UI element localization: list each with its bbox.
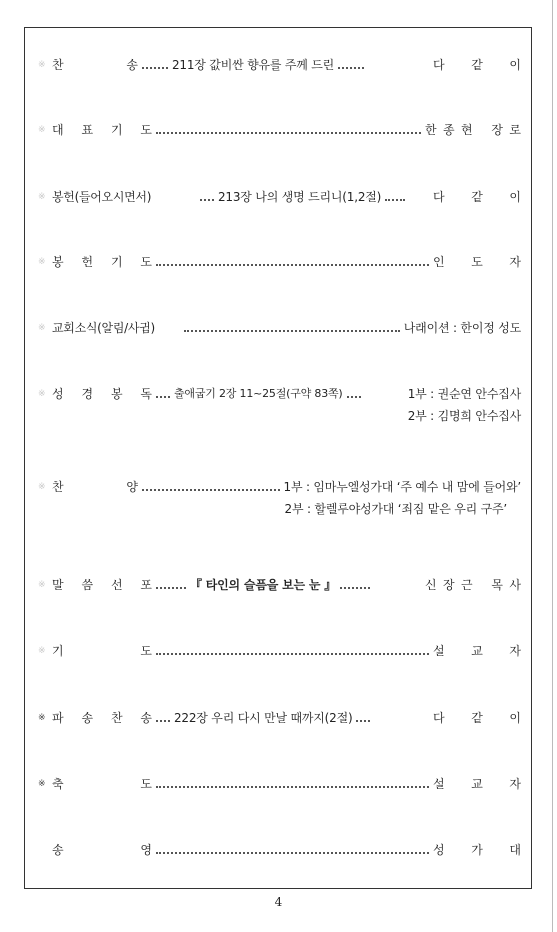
- anthem-second-choir: 2부 : 할렐루야성가대 ‘죄짐 맡은 우리 구주’: [284, 502, 507, 516]
- leader-dots: [156, 264, 429, 266]
- row-label: 축 도: [52, 777, 152, 791]
- row-person: 인 도 자: [433, 255, 521, 269]
- leader-dots: [338, 67, 364, 69]
- row-label: 성 경 봉 독: [52, 387, 152, 401]
- row-content: 211장 값비싼 향유를 주께 드린: [172, 58, 335, 72]
- row-label: 말 씀 선 포: [52, 578, 152, 592]
- order-row-hymn: [38, 55, 521, 75]
- leader-dots: [156, 852, 429, 854]
- order-row-scripture-reading: [38, 384, 521, 404]
- row-person: 다 같 이: [433, 711, 521, 725]
- page-number: 4: [274, 895, 283, 909]
- row-label: 송 영: [52, 843, 152, 857]
- order-row-church-news: [38, 318, 521, 338]
- order-row-anthem: [38, 477, 521, 497]
- asterisk-mark: ※: [38, 192, 46, 202]
- asterisk-mark: ※: [38, 482, 46, 492]
- leader-dots: [184, 330, 400, 332]
- order-row-offering-prayer: [38, 252, 521, 272]
- leader-dots: [356, 720, 370, 722]
- row-label: 기 도: [52, 644, 152, 658]
- row-label: 봉 헌 기 도: [52, 255, 152, 269]
- leader-dots: [385, 199, 405, 201]
- order-row-sermon: [38, 575, 521, 595]
- row-content: 213장 나의 생명 드리니(1,2절): [218, 190, 382, 204]
- leader-dots: [347, 396, 361, 398]
- row-label: 찬 송: [52, 58, 138, 72]
- row-person: 설 교 자: [433, 777, 521, 791]
- row-person: 성 가 대: [433, 843, 521, 857]
- row-person: 다 같 이: [433, 190, 521, 204]
- row-person: 1부 : 권순연 안수집사: [407, 387, 521, 401]
- row-label: 봉헌(들어오시면서): [52, 190, 152, 204]
- leader-dots: [156, 786, 429, 788]
- row-person: 설 교 자: [433, 644, 521, 658]
- leader-dots: [142, 489, 280, 491]
- order-row-offering: [38, 187, 521, 207]
- asterisk-mark: ※: [38, 389, 46, 399]
- order-row-prayer: [38, 641, 521, 661]
- row-content: 222장 우리 다시 만날 때까지(2절): [174, 711, 353, 725]
- order-row-benediction: [38, 774, 521, 794]
- asterisk-mark: ※: [38, 646, 46, 656]
- row-label: 찬 양: [52, 480, 138, 494]
- leader-dots: [142, 67, 168, 69]
- asterisk-mark: ※: [38, 580, 46, 590]
- row-person: 한 종 현 장 로: [425, 123, 521, 137]
- row-label: 교회소식(알림/사귐): [52, 321, 155, 335]
- page-edge-rule: [552, 0, 553, 932]
- row-label: 대 표 기 도: [52, 123, 152, 137]
- row-content: 1부 : 임마누엘성가대 ‘주 예수 내 맘에 들어와’: [283, 480, 521, 494]
- asterisk-mark: ※: [38, 257, 46, 267]
- asterisk-mark: ※: [38, 779, 46, 789]
- asterisk-mark: ※: [38, 323, 46, 333]
- row-content: 출애굽기 2장 11~25절(구약 83쪽): [174, 387, 343, 400]
- order-row-doxology: [38, 840, 521, 860]
- leader-dots: [156, 396, 170, 398]
- row-person: 신 장 근 목 사: [425, 578, 521, 592]
- sermon-title: 『 타인의 슬픔을 보는 눈 』: [190, 578, 337, 592]
- leader-dots: [340, 587, 370, 589]
- order-row-representative-prayer: [38, 120, 521, 140]
- row-person: 나래이션 : 한이정 성도: [403, 321, 521, 335]
- row-label: 파 송 찬 송: [52, 711, 152, 725]
- leader-dots: [156, 587, 186, 589]
- leader-dots: [200, 199, 214, 201]
- order-row-sending-hymn: [38, 708, 521, 728]
- scripture-second-reader: 2부 : 김명희 안수집사: [407, 409, 521, 423]
- row-person: 다 같 이: [433, 58, 521, 72]
- asterisk-mark: ※: [38, 713, 46, 723]
- leader-dots: [156, 132, 421, 134]
- page-border: [24, 27, 532, 889]
- leader-dots: [156, 653, 429, 655]
- leader-dots: [156, 720, 170, 722]
- asterisk-mark: ※: [38, 60, 46, 70]
- asterisk-mark: ※: [38, 125, 46, 135]
